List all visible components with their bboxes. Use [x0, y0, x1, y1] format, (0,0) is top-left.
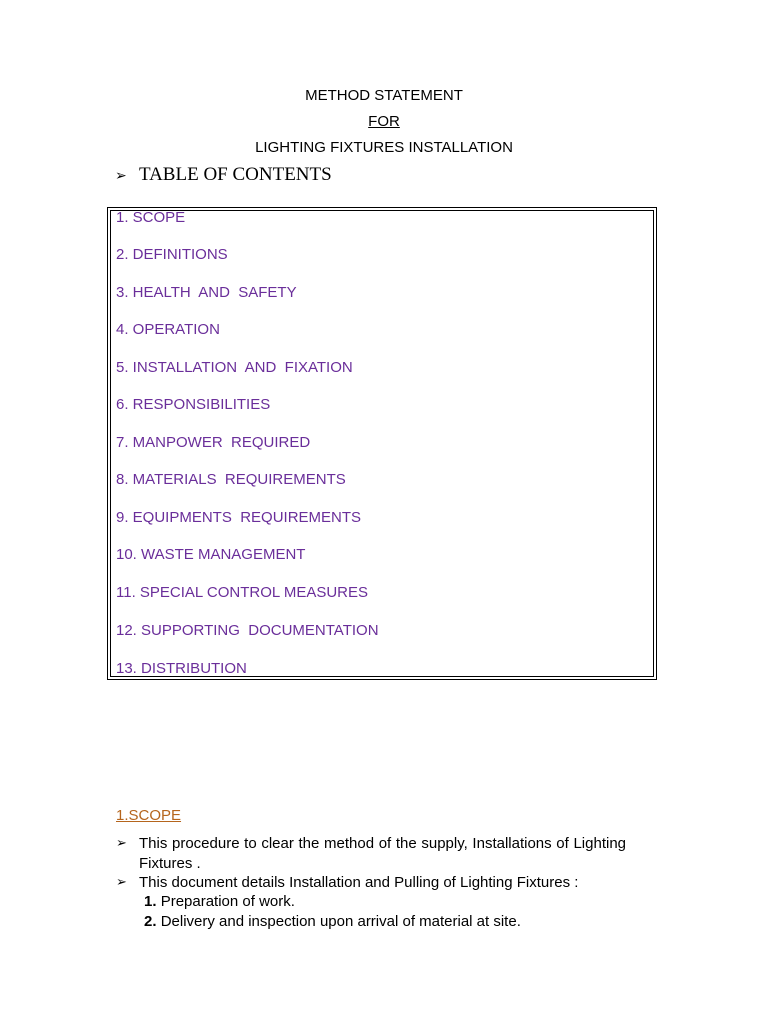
toc-item: 8. MATERIALS REQUIREMENTS — [116, 471, 346, 488]
arrow-bullet-icon: ➢ — [116, 875, 127, 890]
toc-item: 4. OPERATION — [116, 321, 220, 338]
toc-item: 3. HEALTH AND SAFETY — [116, 284, 297, 301]
toc-item: 1. SCOPE — [116, 209, 186, 226]
document-title-line-1: METHOD STATEMENT — [305, 87, 463, 104]
toc-item: 2. DEFINITIONS — [116, 246, 228, 263]
scope-step — [144, 893, 295, 911]
document-title-line-2: FOR — [368, 113, 400, 130]
toc-item: 13. DISTRIBUTION — [116, 660, 247, 677]
document-title-line-3: LIGHTING FIXTURES INSTALLATION — [255, 139, 513, 156]
toc-item: 11. SPECIAL CONTROL MEASURES — [116, 584, 369, 601]
toc-item: 9. EQUIPMENTS REQUIREMENTS — [116, 509, 362, 526]
scope-step-text: Delivery and inspection upon arrival of material at site. — [160, 913, 521, 930]
scope-step-text: Preparation of work. — [160, 893, 295, 910]
toc-item: 5. INSTALLATION AND FIXATION — [116, 359, 353, 376]
toc-heading — [115, 163, 332, 188]
scope-bullet — [116, 834, 626, 874]
toc-item: 6. RESPONSIBILITIES — [116, 396, 271, 413]
toc-heading-text: TABLE OF CONTENTS — [139, 164, 332, 185]
toc-item: 10. WASTE MANAGEMENT — [116, 546, 306, 563]
scope-step — [144, 913, 521, 931]
scope-bullet-text: This document details Installation and Pulling of Lighting Fixtures : — [139, 874, 579, 891]
toc-item: 7. MANPOWER REQUIRED — [116, 434, 311, 451]
scope-step-number: 1. — [144, 893, 157, 910]
scope-step-number: 2. — [144, 913, 157, 930]
scope-bullet-text: This procedure to clear the method of the supply, Installations of Lighting Fixtures . — [139, 835, 626, 872]
toc-item: 12. SUPPORTING DOCUMENTATION — [116, 622, 379, 639]
section-heading-scope: 1.SCOPE — [116, 807, 182, 824]
scope-bullet — [116, 873, 626, 893]
arrow-bullet-icon: ➢ — [116, 836, 127, 851]
arrow-bullet-icon: ➢ — [115, 168, 127, 184]
